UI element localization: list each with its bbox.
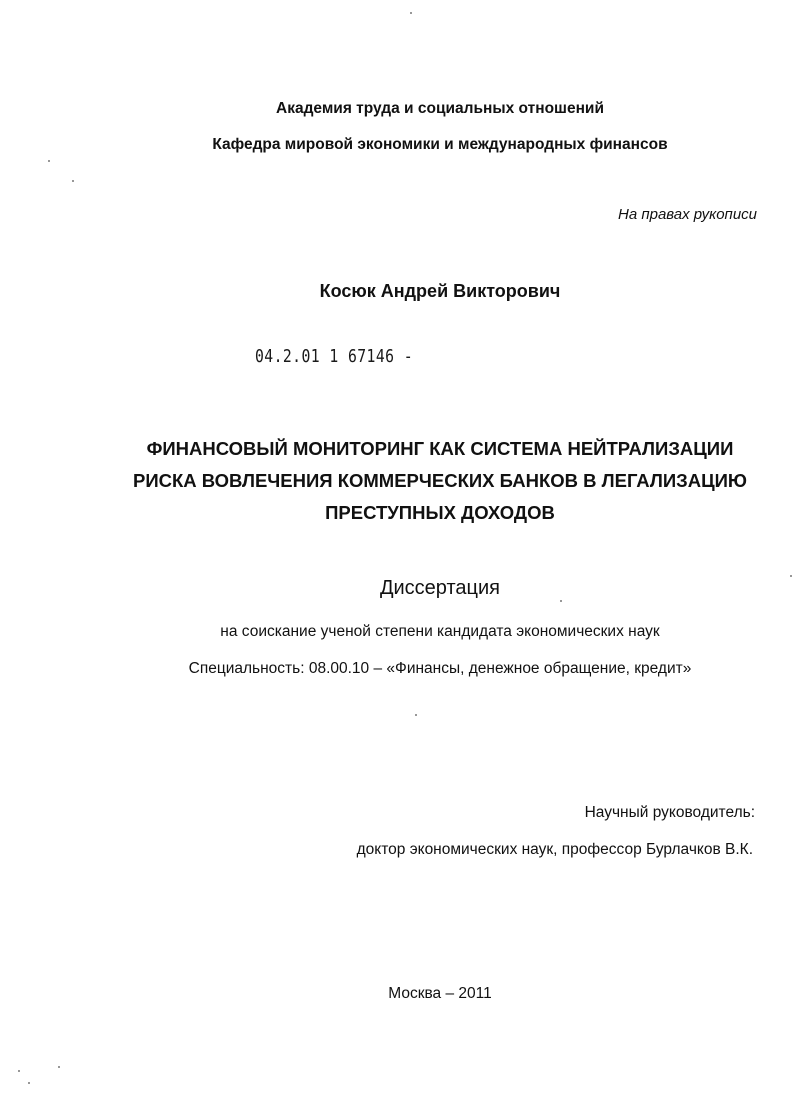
scan-speck [790,575,792,577]
dissertation-title-line-2: РИСКА ВОВЛЕЧЕНИЯ КОММЕРЧЕСКИХ БАНКОВ В ЛЕГАЛИЗАЦИЮ [132,470,747,491]
registration-stamp-number: 04.2.01 1 67146 - [255,346,414,367]
supervisor-label: Научный руководитель: [584,804,755,821]
department-name: Кафедра мировой экономики и международных финансов [212,136,668,153]
scan-speck [28,1082,30,1084]
scan-speck [410,12,412,14]
city-and-year: Москва – 2011 [388,985,492,1002]
scan-speck [58,1066,60,1068]
scan-speck [18,1070,20,1072]
dissertation-title-line-3: ПРЕСТУПНЫХ ДОХОДОВ [325,502,555,523]
degree-statement: на соискание ученой степени кандидата экономических наук [220,623,660,640]
institution-name: Академия труда и социальных отношений [276,100,604,117]
supervisor-name: доктор экономических наук, профессор Бурлачков В.К. [356,841,753,858]
scan-speck [48,160,50,162]
scan-speck [415,714,417,716]
dissertation-title-line-1: ФИНАНСОВЫЙ МОНИТОРИНГ КАК СИСТЕМА НЕЙТРАЛИЗАЦИИ [146,438,734,459]
manuscript-note: На правах рукописи [618,206,757,223]
scan-speck [560,600,562,602]
author-name: Косюк Андрей Викторович [319,281,561,301]
scan-speck [72,180,74,182]
document-type: Диссертация [379,577,501,599]
specialty-statement: Специальность: 08.00.10 – «Финансы, денежное обращение, кредит» [188,660,692,677]
